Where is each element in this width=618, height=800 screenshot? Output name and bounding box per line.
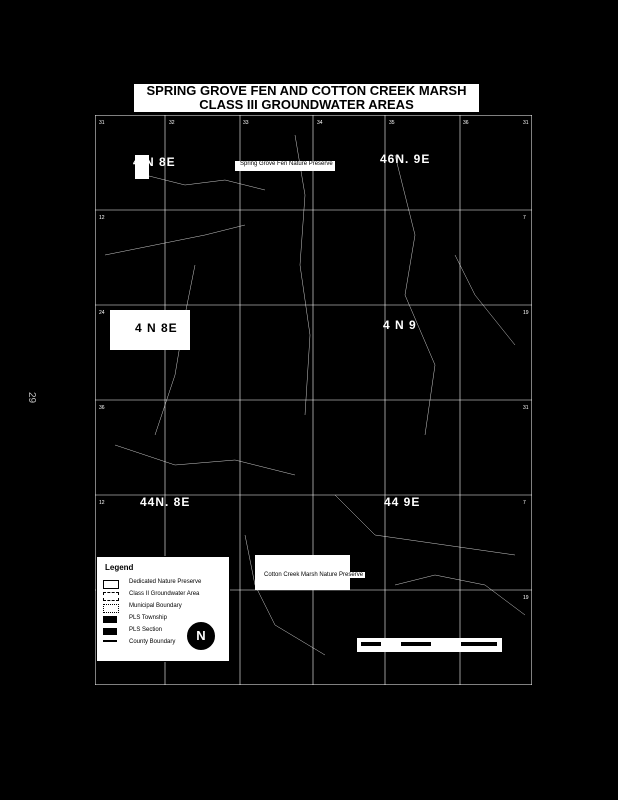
legend-label: Municipal Boundary: [129, 603, 182, 609]
township-label: 4 N 8E: [132, 321, 181, 335]
svg-text:35: 35: [389, 120, 395, 126]
svg-text:34: 34: [317, 120, 323, 126]
legend-label: PLS Section: [129, 627, 163, 633]
svg-text:31: 31: [99, 120, 105, 126]
scale-bar: [357, 638, 502, 652]
township-label: 4 N 9: [383, 318, 417, 332]
township-label: 44 9E: [384, 495, 421, 509]
township-label: 46N. 9E: [380, 152, 431, 166]
legend-label: Dedicated Nature Preserve: [129, 579, 202, 585]
svg-text:19: 19: [523, 310, 529, 316]
legend-swatch: [103, 592, 119, 601]
svg-text:31: 31: [523, 120, 529, 126]
legend-label: Class II Groundwater Area: [129, 591, 200, 597]
legend-item: [103, 591, 225, 601]
svg-text:31: 31: [523, 405, 529, 411]
svg-text:33: 33: [243, 120, 249, 126]
cotton-creek-marsh-label: Cotton Creek Marsh Nature Preserve: [264, 572, 364, 578]
legend-item: [103, 579, 225, 589]
spring-grove-fen-label: Spring Grove Fen Nature Preserve: [240, 161, 333, 167]
svg-text:12: 12: [99, 215, 105, 221]
legend-label: County Boundary: [129, 639, 176, 645]
svg-text:12: 12: [99, 500, 105, 506]
scale-segment: [361, 642, 381, 646]
svg-text:7: 7: [523, 500, 526, 506]
legend-swatch: [103, 616, 117, 623]
svg-text:32: 32: [169, 120, 175, 126]
legend-swatch: [103, 640, 117, 649]
legend-swatch: [103, 604, 119, 613]
legend-swatch: [103, 628, 117, 635]
township-label: 4 N 8E: [133, 155, 176, 169]
scale-segment: [461, 642, 497, 646]
svg-text:24: 24: [99, 310, 105, 316]
legend-heading: Legend: [105, 563, 134, 572]
legend-label: PLS Township: [129, 615, 167, 621]
map-title-line2: CLASS III GROUNDWATER AREAS: [134, 98, 479, 112]
svg-text:7: 7: [523, 215, 526, 221]
township-label: 44N. 8E: [140, 495, 191, 509]
north-arrow-icon: N: [185, 620, 217, 652]
scale-segment: [401, 642, 431, 646]
svg-text:36: 36: [463, 120, 469, 126]
map-title-line1: SPRING GROVE FEN AND COTTON CREEK MARSH: [134, 84, 479, 98]
legend-swatch: [103, 580, 119, 589]
svg-text:36: 36: [99, 405, 105, 411]
page-number: 29: [26, 392, 37, 404]
legend-item: [103, 603, 225, 613]
svg-text:19: 19: [523, 595, 529, 601]
